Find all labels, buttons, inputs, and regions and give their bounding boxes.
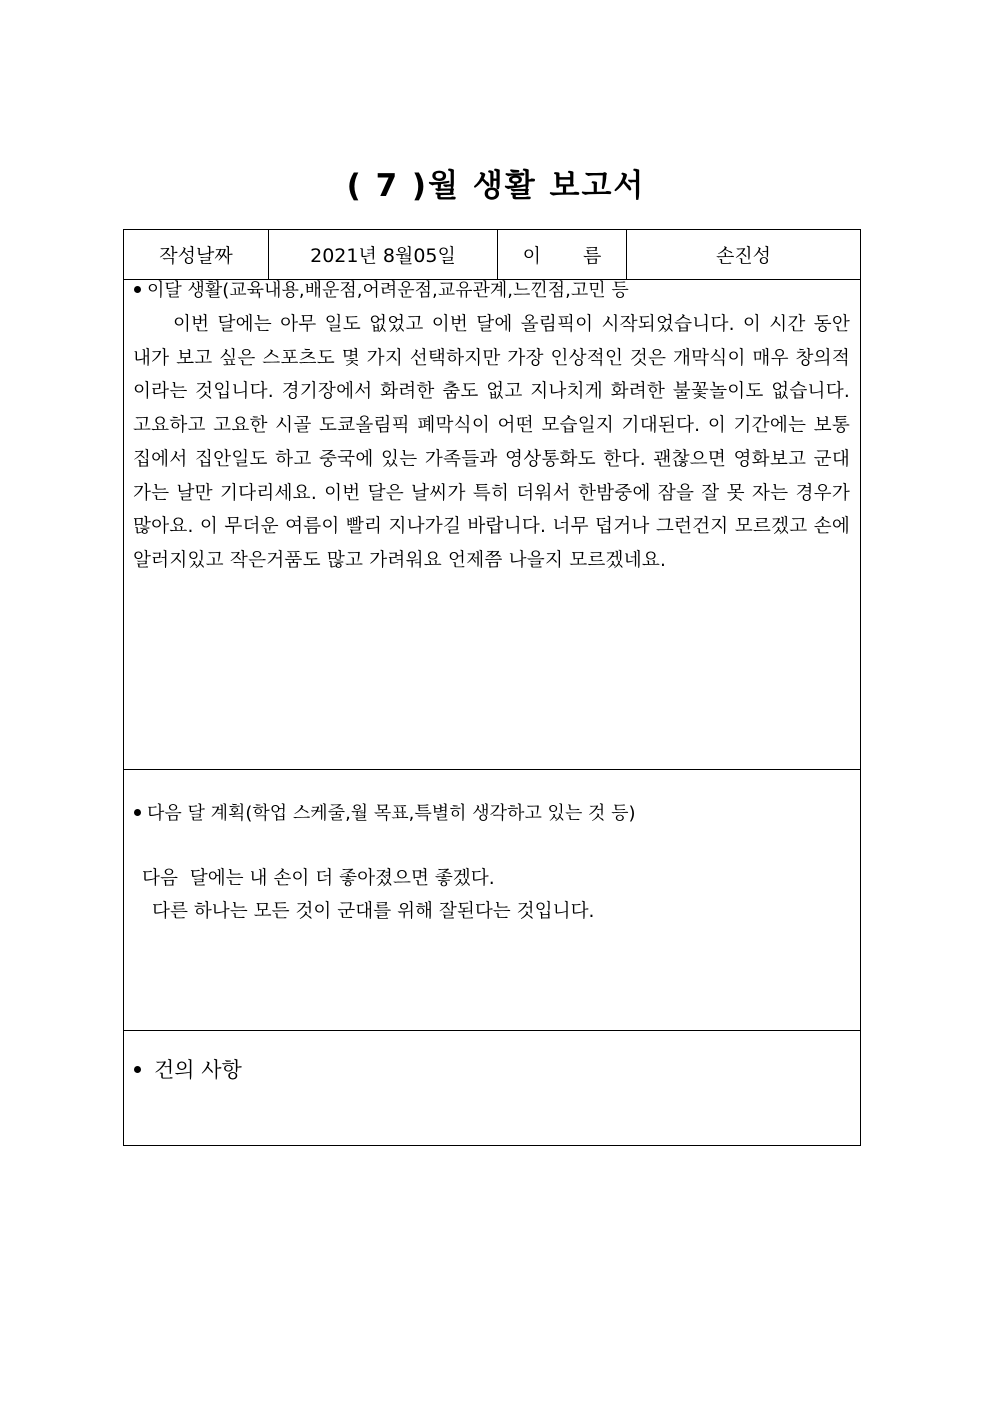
this-month-section xyxy=(124,279,860,770)
report-form xyxy=(123,229,861,1146)
suggestions-heading xyxy=(134,1058,242,1082)
page-title: ( 7 )월 생활 보고서 xyxy=(346,168,646,204)
suggestions-heading-text: 건의 사항 xyxy=(154,1058,242,1082)
date-value: 2021년 8월05일 xyxy=(269,230,498,279)
this-month-body xyxy=(124,308,860,578)
bullet-icon xyxy=(134,286,141,293)
this-month-body-text: 이번 달에는 아무 일도 없었고 이번 달에 올림픽이 시작되었습니다. 이 시간 동안 내가 보고 싶은 스포츠도 몇 가지 선택하지만 가장 인상적인 것은 개막식이 매우 창의적이라는 것입니다. 경기장에서 화려한 춤도 없고 지나치게 화려한 불꽃놀이도 없습니다. 고요하고 고요한 시골 도쿄올림픽 폐막식이 어떤 모습일지 기대된다. 이 기간에는 보통 집에서 집안일도 하고 중국에 있는 가족들과 영상통화도 한다. 괜찮으면 영화보고 군대 가는 날만 기다리세요. 이번 달은 날씨가 특히 더워서 한밤중에 잠을 잘 못 자는 경우가 많아요. 이 무더운 여름이 빨리 지나가길 바랍니다. 너무 덥거나 그런건지 모르겠고 손에 알러지있고 작은거품도 많고 가려워요 언제쯤 나을지 모르겠네요. xyxy=(133,314,850,571)
date-label: 작성날짜 xyxy=(124,230,269,279)
next-month-line-1: 다음 달에는 내 손이 더 좋아졌으면 좋겠다. xyxy=(142,868,495,889)
suggestions-section xyxy=(124,1031,860,1145)
bullet-icon xyxy=(134,809,141,816)
next-month-line-2: 다른 하나는 모든 것이 군대를 위해 잘된다는 것입니다. xyxy=(152,901,595,922)
this-month-heading-text: 이달 생활(교육내용,배운점,어려운점,교유관계,느낀점,고민 등 xyxy=(147,280,629,301)
bullet-icon xyxy=(134,1066,141,1073)
this-month-heading xyxy=(124,279,860,303)
header-row xyxy=(124,230,860,280)
name-value: 손진성 xyxy=(715,245,772,267)
next-month-heading-text: 다음 달 계획(학업 스케줄,월 목표,특별히 생각하고 있는 것 등) xyxy=(147,803,636,824)
next-month-section xyxy=(124,770,860,1031)
next-month-heading xyxy=(134,802,636,826)
name-label: 이 름 xyxy=(498,230,627,279)
